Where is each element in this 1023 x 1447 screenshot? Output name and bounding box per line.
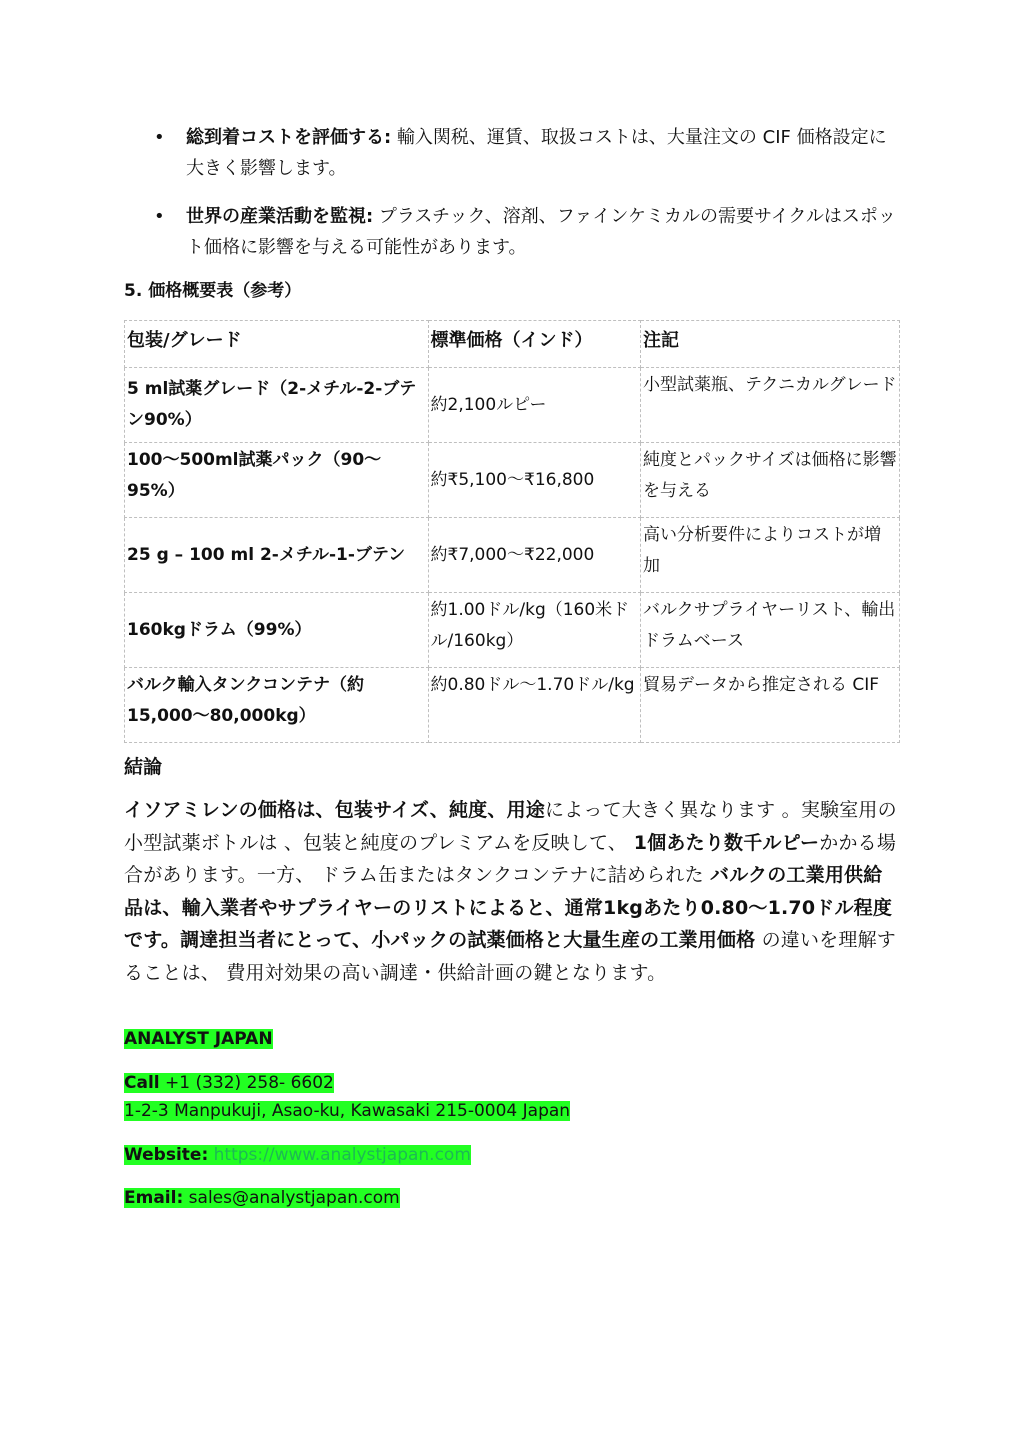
bullet-list [124, 122, 900, 280]
table-row [125, 593, 900, 668]
bullet-text: 輸入関税、運賃、取扱コストは、大量注文の CIF 価格設定に大きく影響します。 [186, 127, 887, 179]
table-cell-grade: 100〜500ml試薬パック（90〜95%） [125, 443, 429, 518]
bullet-dot-icon: • [154, 206, 165, 227]
table-cell-price: 約1.00ドル/kg（160米ドル/160kg） [428, 593, 640, 668]
table-cell-note: 高い分析要件によりコストが増加 [640, 518, 899, 593]
address-text: 1-2-3 Manpukuji, Asao-ku, Kawasaki 215-0004 Japan [124, 1101, 571, 1121]
table-cell-grade: バルク輸入タンクコンテナ（約15,000〜80,000kg） [125, 668, 429, 743]
conclusion-text-3: の違いを理解することは、 費用対効果の高い調達・供給計画の鍵となります。 [124, 929, 896, 984]
table-cell-grade: 5 ml試薬グレード（2-メチル-2-ブテン90%） [125, 368, 429, 443]
bullet-item [124, 122, 900, 184]
email-address[interactable]: sales@analystjapan.com [183, 1188, 400, 1208]
table-cell-price: 約₹5,100〜₹16,800 [428, 443, 640, 518]
table-cell-note: 小型試薬瓶、テクニカルグレード [640, 368, 899, 443]
table-cell-grade: 25 g – 100 ml 2-メチル-1-ブテン [125, 518, 429, 593]
conclusion-text-1: によって大きく異なります 。実験室用の小型試薬ボトルは 、包装と純度のプレミアムを反映して、 [124, 799, 897, 854]
conclusion-paragraph [124, 794, 900, 989]
conclusion-title: 結論 [124, 756, 163, 778]
bullet-item [124, 201, 900, 263]
conclusion-bold-3: バルクの工業用供給品は、輸入業者やサプライヤーのリストによると、通常1kgあたり0.80〜1.70ドル程度です。調達担当者にとって、小パックの試薬価格と大量生産の工業用価格 [124, 864, 893, 951]
bullet-text: プラスチック、溶剤、ファインケミカルの需要サイクルはスポット価格に影響を与える可能性があります。 [186, 206, 896, 258]
table-cell-note: バルクサプライヤーリスト、輸出ドラムベース [640, 593, 899, 668]
table-cell-grade: 160kgドラム（99%） [125, 593, 429, 668]
conclusion-bold-1: イソアミレンの価格は、包装サイズ、純度、用途 [124, 799, 545, 821]
email-label: Email: [124, 1188, 184, 1208]
conclusion-text-2: かかる場合があります。一方、 ドラム缶またはタンクコンテナに詰められた [124, 831, 897, 886]
table-cell-note: 貿易データから推定される CIF [640, 668, 899, 743]
company-name [124, 1027, 273, 1051]
table-row [125, 443, 900, 518]
conclusion-bold-2: 1個あたり数千ルピー [626, 831, 820, 854]
table-header-cell: 標準価格（インド） [428, 321, 640, 368]
table-header-cell: 包装/グレード [125, 321, 429, 368]
website-label: Website: [124, 1145, 209, 1165]
address-line [124, 1099, 570, 1123]
phone-line [124, 1071, 334, 1095]
table-cell-price: 約2,100ルピー [428, 368, 640, 443]
bullet-dot-icon: • [154, 127, 165, 148]
email-line [124, 1186, 400, 1210]
table-row [125, 668, 900, 743]
table-cell-note: 純度とパックサイズは価格に影響を与える [640, 443, 899, 518]
bullet-bold-lead: 総到着コストを評価する: [186, 127, 392, 148]
table-row [125, 518, 900, 593]
price-summary-table [124, 320, 900, 743]
phone-number[interactable]: +1 (332) 258- 6602 [159, 1073, 334, 1093]
table-cell-price: 約0.80ドル〜1.70ドル/kg [428, 668, 640, 743]
website-line [124, 1143, 471, 1167]
bullet-bold-lead: 世界の産業活動を監視: [186, 206, 374, 227]
company-name-text: ANALYST JAPAN [124, 1029, 273, 1049]
table-header-row [125, 321, 900, 368]
table-header-cell: 注記 [640, 321, 899, 368]
section-title: 5. 価格概要表（参考） [124, 281, 302, 301]
website-link[interactable]: https://www.analystjapan.com [208, 1145, 471, 1165]
call-label: Call [124, 1073, 160, 1093]
table-cell-price: 約₹7,000〜₹22,000 [428, 518, 640, 593]
table-row [125, 368, 900, 443]
